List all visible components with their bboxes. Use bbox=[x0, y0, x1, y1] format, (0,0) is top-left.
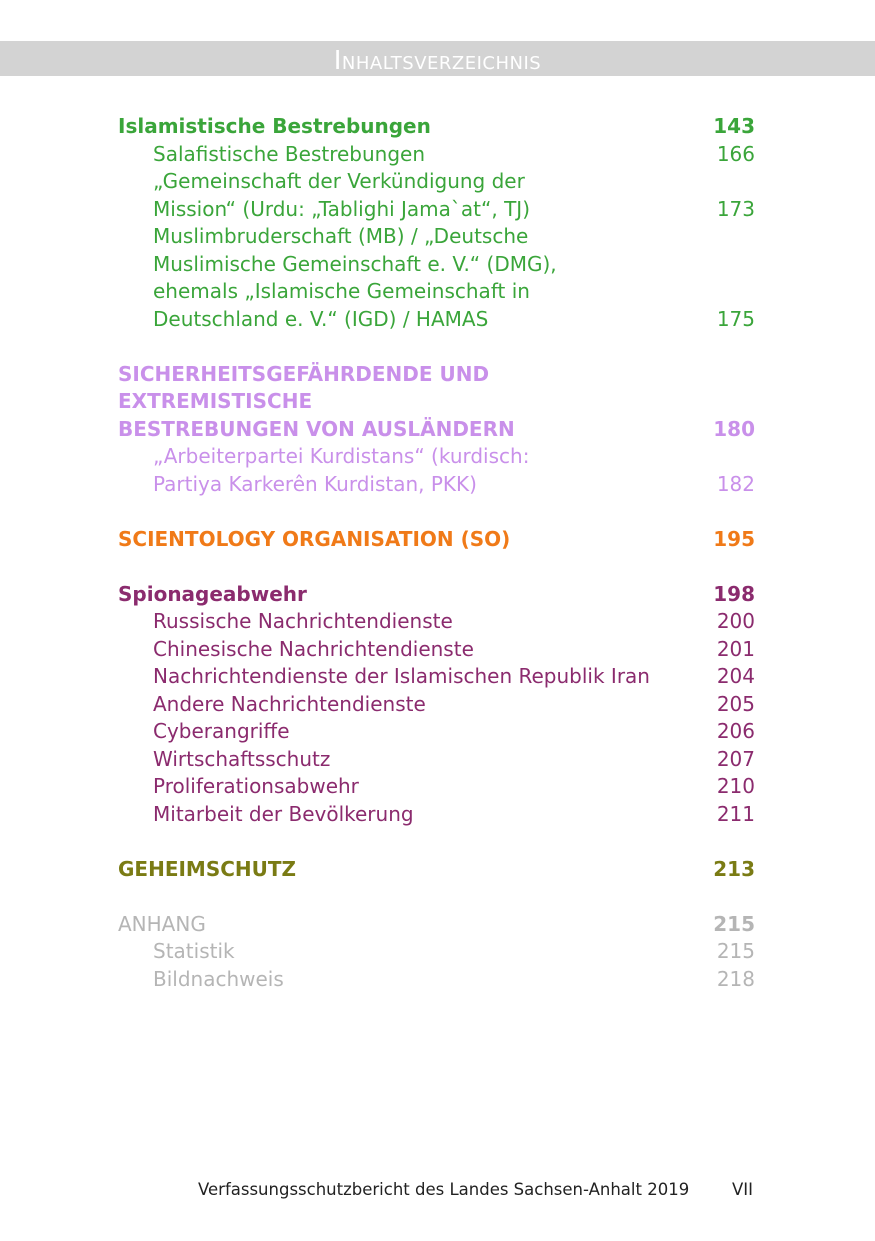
toc-entry-title: Proliferationsabwehr bbox=[153, 774, 359, 798]
toc-section bbox=[118, 113, 755, 333]
toc-entry-page: 204 bbox=[716, 664, 755, 688]
toc-entry-title: Islamistische Bestrebungen bbox=[118, 114, 431, 138]
toc-entry-page: 173 bbox=[716, 196, 755, 221]
toc-entry[interactable] bbox=[118, 141, 755, 169]
toc-entry-page: 205 bbox=[716, 691, 755, 716]
toc-entry[interactable] bbox=[118, 911, 755, 939]
toc-entry[interactable] bbox=[118, 361, 755, 444]
toc-entry[interactable] bbox=[118, 526, 755, 554]
toc-section bbox=[118, 526, 755, 554]
toc-entry-title: Mitarbeit der Bevölkerung bbox=[153, 801, 414, 826]
toc-entry-page: 198 bbox=[713, 581, 755, 606]
toc-entry[interactable] bbox=[118, 223, 755, 333]
footer-text: Verfassungsschutzbericht des Landes Sachsen-Anhalt 2019 bbox=[198, 1180, 690, 1199]
toc-section bbox=[118, 361, 755, 499]
toc-entry-title: „Gemeinschaft der Verkündigung der Mission“ (Urdu: „Tablighi Jama`at“, TJ) bbox=[153, 169, 531, 221]
toc-entry-title: SICHERHEITSGEFÄHRDENDE UND EXTREMISTISCHE BESTREBUNGEN VON AUSLÄNDERN bbox=[118, 361, 515, 441]
toc-entry-page: 166 bbox=[716, 141, 755, 166]
toc-entry-page: 175 bbox=[716, 306, 755, 331]
toc-entry[interactable] bbox=[118, 966, 755, 994]
toc-entry[interactable] bbox=[118, 691, 755, 719]
toc-entry-title: Bildnachweis bbox=[153, 966, 284, 991]
toc-entry-page: 143 bbox=[713, 114, 755, 138]
toc-entry-title: Statistik bbox=[153, 939, 235, 963]
toc-entry-title: Wirtschaftsschutz bbox=[153, 746, 331, 771]
toc-entry[interactable] bbox=[118, 443, 755, 498]
toc-entry-page: 218 bbox=[716, 966, 755, 991]
toc-entry-title: Salafistische Bestrebungen bbox=[153, 141, 426, 166]
toc-entry-title: Cyberangriffe bbox=[153, 719, 290, 743]
toc-entry-page: 213 bbox=[713, 856, 755, 881]
toc-entry-page: 195 bbox=[713, 526, 755, 551]
toc-entry-page: 215 bbox=[713, 911, 755, 936]
toc-entry-title: Andere Nachrichtendienste bbox=[153, 691, 426, 716]
toc-entry-title: Russische Nachrichtendienste bbox=[153, 609, 453, 633]
toc-entry-page: 207 bbox=[716, 746, 755, 771]
toc-entry-page: 180 bbox=[713, 416, 755, 441]
toc-entry-page: 200 bbox=[716, 609, 755, 633]
toc-entry[interactable] bbox=[118, 856, 755, 884]
page-title: Inhaltsverzeichnis bbox=[333, 46, 542, 76]
toc-entry[interactable] bbox=[118, 801, 755, 829]
toc-entry[interactable] bbox=[118, 636, 755, 664]
toc-entry-title: Chinesische Nachrichtendienste bbox=[153, 636, 474, 661]
toc-entry-title: „Arbeiterpartei Kurdistans“ (kurdisch: Partiya Karkerên Kurdistan, PKK) bbox=[153, 444, 530, 496]
toc-entry-page: 211 bbox=[716, 801, 755, 826]
toc-entry-page: 206 bbox=[716, 719, 755, 743]
toc-entry[interactable] bbox=[118, 608, 755, 636]
toc-entry-page: 201 bbox=[716, 636, 755, 661]
toc-entry[interactable] bbox=[118, 773, 755, 801]
toc-entry-title: SCIENTOLOGY ORGANISATION (SO) bbox=[118, 526, 511, 551]
toc-entry-title: ANHANG bbox=[118, 911, 206, 936]
table-of-contents bbox=[118, 113, 755, 1021]
toc-section bbox=[118, 581, 755, 829]
toc-entry[interactable] bbox=[118, 718, 755, 746]
toc-entry-page: 182 bbox=[716, 471, 755, 496]
toc-entry[interactable] bbox=[118, 168, 755, 223]
toc-entry[interactable] bbox=[118, 581, 755, 609]
toc-section bbox=[118, 856, 755, 884]
toc-entry-title: Muslimbruderschaft (MB) / „Deutsche Muslimische Gemeinschaft e. V.“ (DMG), ehemals „Islamische Gemeinschaft in Deutschland e. V.“ (IGD) / HAMAS bbox=[153, 224, 557, 331]
toc-entry-page: 210 bbox=[716, 774, 755, 798]
toc-section bbox=[118, 911, 755, 994]
toc-entry-title: Spionageabwehr bbox=[118, 581, 307, 606]
toc-entry[interactable] bbox=[118, 746, 755, 774]
toc-entry[interactable] bbox=[118, 113, 755, 141]
toc-entry-page: 215 bbox=[716, 939, 755, 963]
footer-page-number: VII bbox=[732, 1180, 754, 1199]
toc-entry[interactable] bbox=[118, 663, 755, 691]
toc-entry[interactable] bbox=[118, 938, 755, 966]
toc-entry-title: Nachrichtendienste der Islamischen Republik Iran bbox=[153, 664, 650, 688]
toc-entry-title: GEHEIMSCHUTZ bbox=[118, 856, 297, 881]
